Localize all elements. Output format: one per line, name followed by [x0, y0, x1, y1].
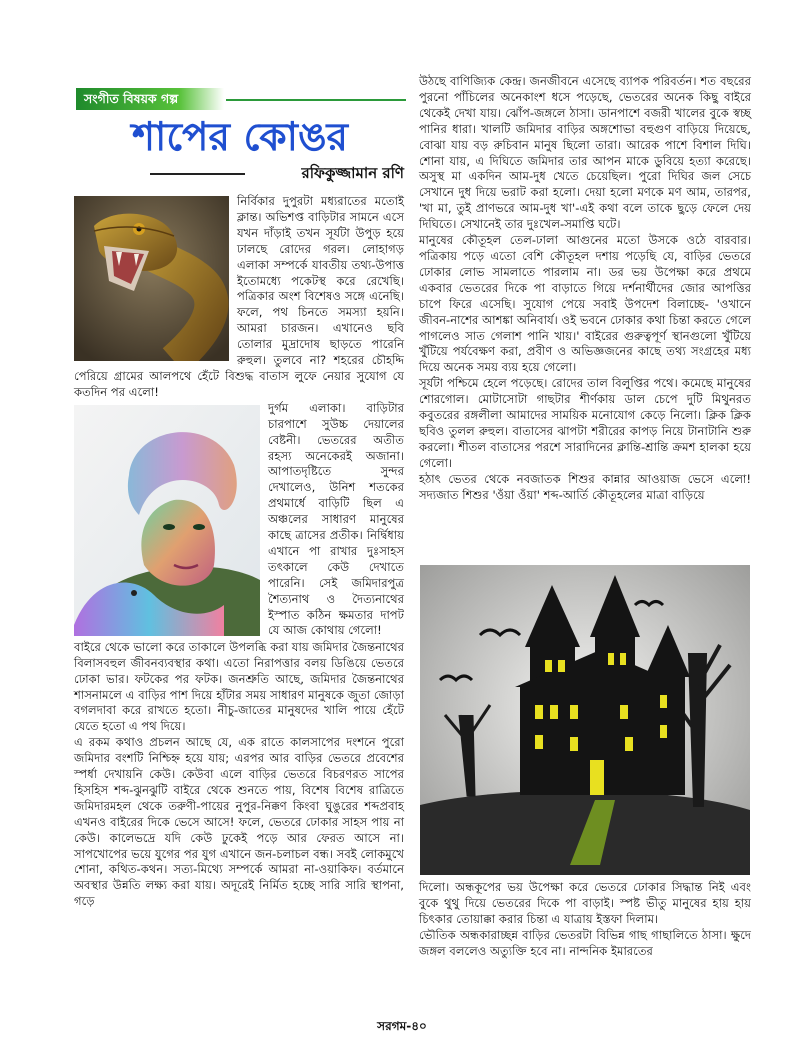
paragraph-text: দুর্গম এলাকা। বাড়িটার চারপাশে সুউচ্চ দেয়ালের বেষ্টনী। ভেতরের অতীত রহস্য অনেকেরই অজানা। আপাতদৃষ্টিতে সুন্দর দেখালেও, উনিশ শতকের প্রথমার্ধে বাড়িটি ছিল এ অঞ্চলের সাধারণ মানুষের কাছে ত্রাসের প্রতীক। নির্দ্বিধায় এখানে পা রাখার দুঃসাহস তৎকালে কেউ দেখাতে পারেনি। সেই জমিদারপুত্র শৈত্যনাথ ও দৈত্যনাথের ইস্পাত কঠিন ক্ষমতার দাপট যে আজ কোথায় গেলো!	[268, 400, 404, 638]
paragraph: দিলো। অন্ধকূপের ভয় উপেক্ষা করে ভেতরে ঢোকার সিদ্ধান্ত নিই এবং বুকে থুথু দিয়ে ভেতরের দিকে পা বাড়াই। স্পষ্ট ভীতু মানুষের হায় হায় চিৎকার তোয়াক্কা করার চিন্তা এ যাত্রায় ইস্তফা দিলাম।	[419, 880, 751, 926]
right-bottom-column	[419, 880, 751, 960]
left-column	[74, 194, 404, 910]
paragraph: নির্বিকার দুপুরটা মধ্যরাতের মতোই ক্লান্ত। অভিশপ্ত বাড়িটার সামনে এসে যখন দাঁড়াই তখন সূর্যটা উপুড় হয়ে ঢালছে রোদের গরল। লোহাগড় এলাকা সম্পর্কে যাবতীয় তথ্য-উপাত্ত ইতোমধ্যে পকেটস্থ করে রেখেছি। পত্রিকার অংশ বিশেষও সঙ্গে এনেছি। ফলে, পথ চিনতে সমস্যা হয়নি। আমরা চারজন। এখানেও ছবি তোলার মুদ্রাদোষ ছাড়তে পারেনি রুহুল। তুলবে না? শহরের চৌহদ্দি পেরিয়ে গ্রামের আলপথে হেঁটে বিশুদ্ধ বাতাস লুফে নেয়ার সুযোগ যে কতদিন পর এলো!	[74, 194, 404, 399]
category-ribbon	[76, 88, 406, 110]
paragraph-with-image	[74, 401, 404, 640]
paragraph: বাইরে থেকে ভালো করে তাকালে উপলব্ধি করা যায় জমিদার জৈন্তনাথের বিলাসবহুল জীবনব্যবস্থার কথা। এতো নিরাপত্তার বলয় ডিঙিয়ে ভেতরে ঢোকা ভার। ফটকের পর ফটক। জনশ্রুতি আছে, জমিদার জৈন্তনাথের শাসনামলে এ বাড়ির পাশ দিয়ে হাঁটার সময় সাধারণ মানুষকে জুতা জোড়া বগলদাবা করে রাখতে হতো। নীচু-জাতের মানুষদের খালি পায়ে হেঁটে যেতে হতো এ পথ দিয়ে।	[74, 639, 404, 734]
paragraph: ভৌতিক অন্ধকারাচ্ছন্ন বাড়ির ভেতরটা বিভিন্ন গাছ গাছালিতে ঠাসা। ক্ষুদে জঙ্গল বললেও অত্যুক্তি হবে না। নান্দনিক ইমারতের	[419, 927, 751, 958]
byline-rule	[150, 173, 245, 175]
ribbon-rule	[226, 99, 406, 101]
byline	[150, 162, 404, 184]
paragraph: উঠছে বাণিজ্যিক কেন্দ্র। জনজীবনে এসেছে ব্যাপক পরিবর্তন। শত বছরের পুরনো পাঁচিলের অনেকাংশ ধসে পড়েছে, ভেতরের অনেক কিছু বাইরে থেকেই দেখা যায়। ঝোঁপ-জঙ্গলে ঠাসা। ডানপাশে বজরী খালের বুকে স্বচ্ছ পানির ধারা। খালটি জমিদার বাড়ির অঙ্গশোভা বহুগুণ বাড়িয়ে দিয়েছে, বোঝা যায় বড় রুচিবান মানুষ ছিলো তারা। আরেক পাশে বিশাল দিঘি। শোনা যায়, এ দিঘিতে জমিদার তার আপন মাকে ডুবিয়ে হত্যা করেছে। অসুস্থ মা একদিন আম-দুধ খেতে চেয়েছিল। পুরো দিঘির জল সেচে সেখানে দুধ দিয়ে ভরাট করা হলো। দেয়া হলো মণকে মণ আম, তারপর, 'খা মা, তুই প্রাণভরে আম-দুধ খা'-এই কথা বলে তাকে ছুড়ে ফেলে দেয় দিঘিতে। সেখানেই তার দুঃখেল-সমাপ্তি ঘটে।	[419, 74, 751, 232]
category-tag: সংগীত বিষয়ক গল্প	[76, 88, 224, 110]
paragraph: সূর্যটা পশ্চিমে হেলে পড়েছে। রোদের তাল বিলুপ্তির পথে। কমেছে মানুষের শোরগোল। মোটাসোটা গাছটার শীর্ণকায় ডাল চেপে দুটি মিথুনরত কবুতরের রঙ্গলীলা আমাদের সাময়িক মনোযোগ কেড়ে নিলো। ক্লিক ক্লিক ছবিও তুলল রুহুল। বাতাসের ঝাপটা শরীরের কাপড় নিয়ে টানাটানি শুরু করলো। শীতল বাতাসের পরশে সারাদিনের ক্লান্তি-শ্রান্তি ক্রমশ হালকা হয়ে গেলো।	[419, 376, 751, 470]
author-name: রফিকুজ্জামান রণি	[301, 164, 404, 182]
paragraph: এ রকম কথাও প্রচলন আছে যে, এক রাতে কালসাপের দংশনে পুরো জমিদার বংশটি নিশ্চিহ্ন হয়ে যায়; এরপর আর বাড়ির ভেতরে প্রবেশের স্পর্ধা দেখায়নি কেউ। কেউবা এলে বাড়ির ভেতরে বিচরণরত সাপের হিসহিস শব্দ-ঝুনঝুটি বাইরে থেকে শুনতে পায়, বিশেষ বিশেষ রাত্রিতে জমিদারমহল থেকে তরুণী-পায়ের নুপুর-নিক্কণ কিংবা ঘুঙুরের শব্দপ্রবাহ এখনও বাইরের দিকে ভেসে আসে! ফলে, ভেতরে ঢোকার সাহস পায় না কেউ। কালেভদ্রে যদি কেউ ঢুকেই পড়ে আর ফেরত আসে না। সাপখোপের ভয়ে যুগের পর যুগ এখানে জন-চলাচল বন্ধ। সবই লোকমুখে শোনা, কথিত-কথন। সত্য-মিথ্যে সম্পর্কে আমরা না-ওয়াকিফ। বর্তমানে অবস্থার উন্নতি লক্ষ্য করা যায়। অদূরেই নির্মিত হচ্ছে সারি সারি স্থাপনা, গড়ে	[74, 735, 405, 909]
right-column	[419, 74, 751, 503]
paragraph: হঠাৎ ভেতর থেকে নবজাতক শিশুর কান্নার আওয়াজ ভেসে এলো! সদ্যজাত শিশুর 'ওঁয়া ওঁয়া' শব্দ-আর্তি কৌতূহলের মাত্রা বাড়িয়ে	[419, 471, 751, 502]
snake-image	[74, 196, 229, 361]
boy-image	[74, 405, 260, 636]
page-number: সরগম-৪০	[377, 1019, 427, 1033]
haunted-house-image	[420, 565, 750, 875]
paragraph: মানুষের কৌতূহল তেল-ঢালা আগুনের মতো উসকে ওঠে বারবার। পত্রিকায় পড়ে এতো বেশি কৌতূহল দশায় পড়েছি যে, বাড়ির ভেতরে ঢোকার লোভ সামলাতে পারলাম না। ডর ভয় উপেক্ষা করে প্রথমে একবার ভেতরের দিকে পা বাড়াতে গিয়ে দর্শনার্থীদের জোর আপত্তির চাপে ফিরে এসেছি। সুযোগ পেয়ে সবাই উপদেশ বিলাচ্ছে- 'ওখানে জীবন-নাশের আশঙ্কা অনিবার্য। ওই ভবনে ঢোকার কথা চিন্তা করতে গেলে পাগলেও সাত গেলাশ পানি খায়।' বাইরের গুরুত্বপূর্ণ স্থানগুলো খুঁটিয়ে খুঁটিয়ে পর্যবেক্ষণ করা, প্রবীণ ও অভিজ্ঞজনের কাছে তথ্য সংগ্রহের মধ্য দিয়ে অনেক সময় ব্যয় হয়ে গেলো।	[419, 233, 751, 375]
story-title: শাপের কোঙর	[131, 114, 349, 160]
